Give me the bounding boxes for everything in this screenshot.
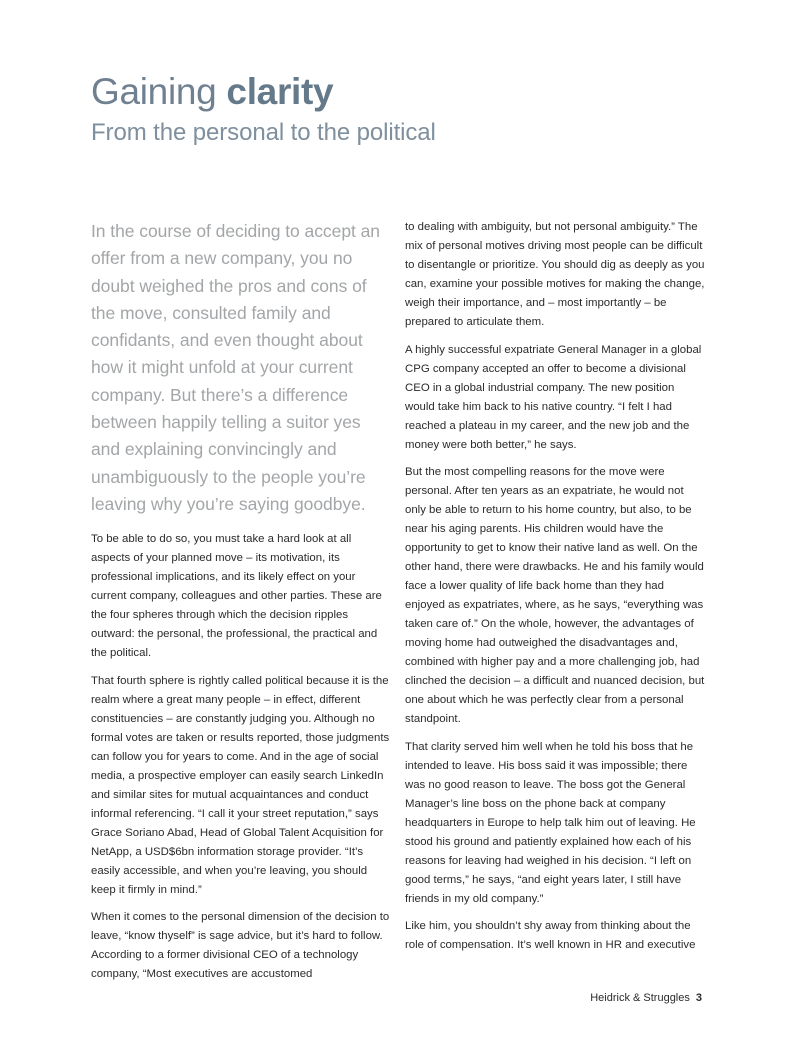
title-bold-text: clarity: [226, 71, 334, 112]
publisher-name: Heidrick & Struggles: [590, 992, 690, 1004]
page-footer: [590, 990, 702, 1006]
body-paragraph: But the most compelling reasons for the move were personal. After ten years as an expatriate, he would not only be able to return to his home country, but also, to be near his aging parents. His children would have the opportunity to get to know their native land as well. On the other hand, there were drawbacks. He and his family would face a lower quality of life back home than they had enjoyed as expatriates, where, as he says, “everything was taken care of.” On the whole, however, the advantages of moving home had outweighed the disadvantages and, combined with higher pay and a more challenging job, had clinched the decision – a difficult and nuanced decision, but one about which he was perfectly clear from a personal standpoint.: [405, 466, 705, 725]
lead-paragraph: In the course of deciding to accept an offer from a new company, you no doubt weighed the pros and cons of the move, consulted family and confidants, and even thought about how it might unfold at your current company. But there’s a difference between happily telling a suitor yes and explaining convincingly and unambiguously to the people you’re leaving why you’re saying goodbye.: [91, 221, 380, 514]
body-paragraph: That clarity served him well when he told his boss that he intended to leave. His boss said it was impossible; there was no good reason to leave. The boss got the General Manager’s line boss on the phone back at company headquarters in Europe to help talk him out of leaving. He stood his ground and patiently explained how each of his reasons for leaving had weighed in his decision. “I left on good terms,” he says, “and eight years later, I still have friends in my old company.”: [405, 740, 696, 905]
body-paragraph: Like him, you shouldn’t shy away from thinking about the role of compensation. It’s well known in HR and executive: [405, 920, 696, 951]
title-light-text: Gaining: [91, 71, 217, 112]
page-number: 3: [695, 992, 702, 1004]
body-paragraph: to dealing with ambiguity, but not personal ambiguity.” The mix of personal motives driving most people can be difficult to disentangle or prioritize. You should dig as deeply as you can, examine your possible motives for making the change, weigh their importance, and – most importantly – be prepared to articulate them.: [405, 221, 705, 328]
body-paragraph: When it comes to the personal dimension of the decision to leave, “know thyself” is sage advice, but it’s hard to follow. According to a former divisional CEO of a technology company, “Most executives are accustomed: [91, 911, 390, 981]
body-paragraph: A highly successful expatriate General Manager in a global CPG company accepted an offer to become a divisional CEO in a global industrial company. The new position would take him back to his native country. “I felt I had reached a plateau in my career, and the new job and the money were both better,” he says.: [405, 343, 702, 451]
right-column: [405, 218, 707, 964]
body-paragraph: To be able to do so, you must take a hard look at all aspects of your planned move – its motivation, its professional implications, and its likely effect on your current company, colleagues and other parties. These are the four spheres through which the decision ripples outward: the personal, the professional, the practical and the political.: [91, 533, 382, 660]
body-paragraph: That fourth sphere is rightly called political because it is the realm where a great many people – in effect, different constituencies – are constantly judging you. Although no formal votes are taken or results reported, those judgments can follow you for years to come. And in the age of social media, a prospective employer can easily search LinkedIn and similar sites for mutual acquaintances and conduct informal referencing. “I call it your street reputation,” says Grace Soriano Abad, Head of Global Talent Acquisition for NetApp, a USD$6bn information storage provider. “It’s easily accessible, and when you’re leaving, you should keep it firmly in mind.”: [91, 674, 390, 896]
left-column: [91, 218, 393, 993]
page-subtitle: From the personal to the political: [91, 119, 436, 146]
page-title: [91, 70, 333, 114]
